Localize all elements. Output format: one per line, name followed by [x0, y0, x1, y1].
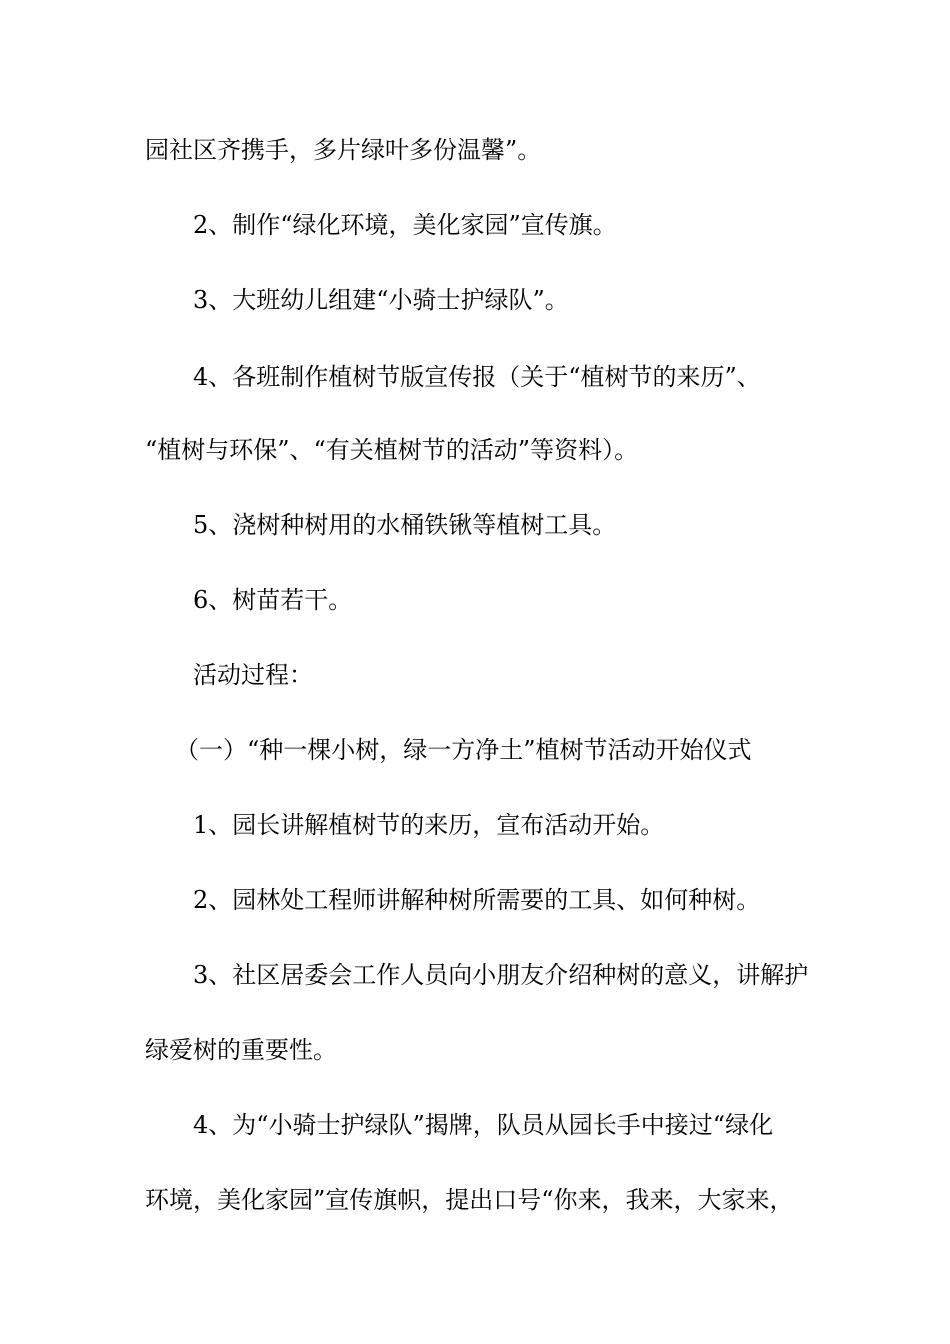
- paragraph-line-6: 5、浇树种树用的水桶铁锹等植树工具。: [193, 511, 617, 539]
- paragraph-line-15: 环境，美化家园”宣传旗帜，提出口号“你来，我来，大家来，: [145, 1186, 794, 1214]
- paragraph-line-7: 6、树苗若干。: [193, 586, 353, 614]
- paragraph-line-13: 绿爱树的重要性。: [145, 1036, 337, 1064]
- paragraph-line-12: 3、社区居委会工作人员向小朋友介绍种树的意义，讲解护: [193, 961, 809, 989]
- paragraph-line-10: 1、园长讲解植树节的来历，宣布活动开始。: [193, 811, 665, 839]
- section-heading-activity-process: 活动过程：: [193, 661, 313, 689]
- paragraph-line-14: 4、为“小骑士护绿队”揭牌，队员从园长手中接过“绿化: [193, 1111, 774, 1139]
- paragraph-line-1: 园社区齐携手，多片绿叶多份温馨”。: [145, 136, 542, 164]
- subsection-heading-opening-ceremony: （一）“种一棵小树，绿一方净土”植树节活动开始仪式: [175, 736, 752, 764]
- paragraph-line-5: “植树与环保”、“有关植树节的活动”等资料）。: [145, 436, 639, 464]
- paragraph-line-4: 4、各班制作植树节版宣传报（关于“植树节的来历”、: [193, 363, 761, 391]
- paragraph-line-2: 2、制作“绿化环境，美化家园”宣传旗。: [193, 211, 617, 239]
- paragraph-line-11: 2、园林处工程师讲解种树所需要的工具、如何种树。: [193, 886, 761, 914]
- paragraph-line-3: 3、大班幼儿组建“小骑士护绿队”。: [193, 286, 569, 314]
